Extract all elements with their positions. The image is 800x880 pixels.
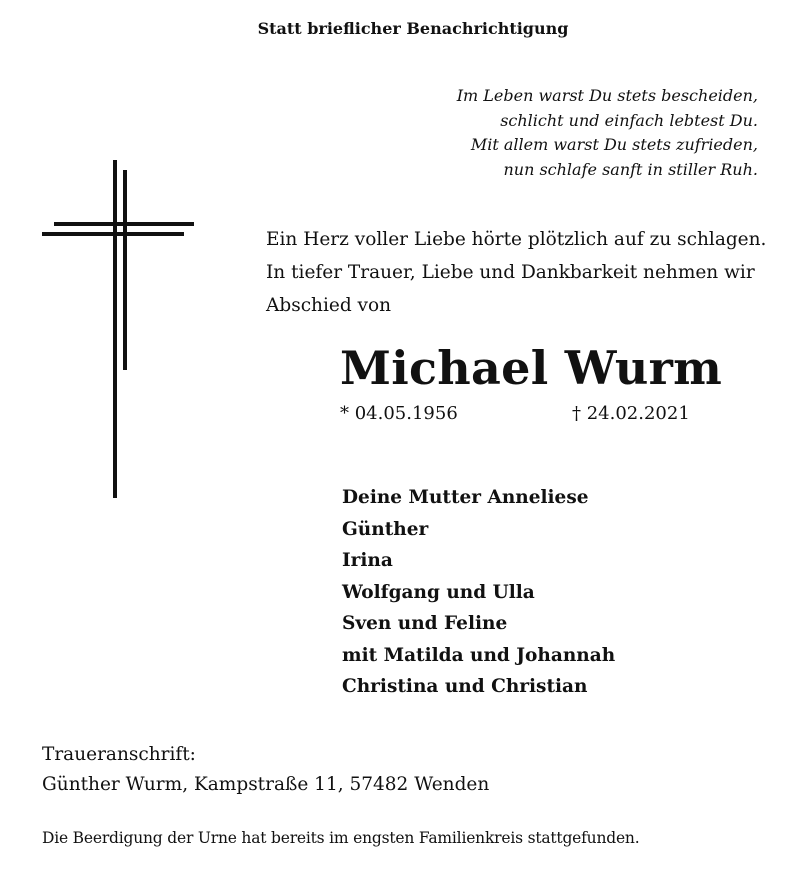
family-member: Wolfgang und Ulla [342, 581, 535, 603]
intro-text [266, 223, 766, 322]
birth-date: * 04.05.1956 [340, 403, 458, 424]
address-value: Günther Wurm, Kampstraße 11, 57482 Wenden [42, 774, 490, 795]
notice-header: Statt brieflicher Benachrichtigung [257, 19, 569, 38]
address-label: Traueranschrift: [42, 744, 196, 765]
family-member: Deine Mutter Anneliese [342, 487, 589, 508]
family-member: Irina [342, 550, 393, 571]
poem-line: Im Leben warst Du stets bescheiden, [456, 86, 758, 105]
poem-line: Mit allem warst Du stets zufrieden, [470, 135, 758, 154]
funeral-note: Die Beerdigung der Urne hat bereits im engsten Familienkreis stattgefunden. [42, 829, 640, 847]
intro-line: In tiefer Trauer, Liebe und Dankbarkeit nehmen wir [266, 262, 755, 283]
intro-line: Abschied von [266, 295, 392, 316]
family-member: Günther [342, 518, 429, 540]
family-member: Christina und Christian [342, 676, 588, 697]
memorial-poem [457, 84, 758, 182]
latin-cross-icon [40, 160, 194, 500]
family-member: Sven und Feline [342, 613, 508, 634]
intro-line: Ein Herz voller Liebe hörte plötzlich auf zu schlagen. [266, 229, 767, 250]
family-member: mit Matilda und Johannah [342, 644, 616, 666]
poem-line: schlicht und einfach lebtest Du. [500, 110, 758, 130]
family-list [342, 482, 615, 703]
mourning-address [42, 740, 489, 800]
poem-line: nun schlafe sanft in stiller Ruh. [503, 159, 758, 179]
deceased-name: Michael Wurm [340, 341, 723, 395]
death-date: † 24.02.2021 [572, 403, 690, 424]
